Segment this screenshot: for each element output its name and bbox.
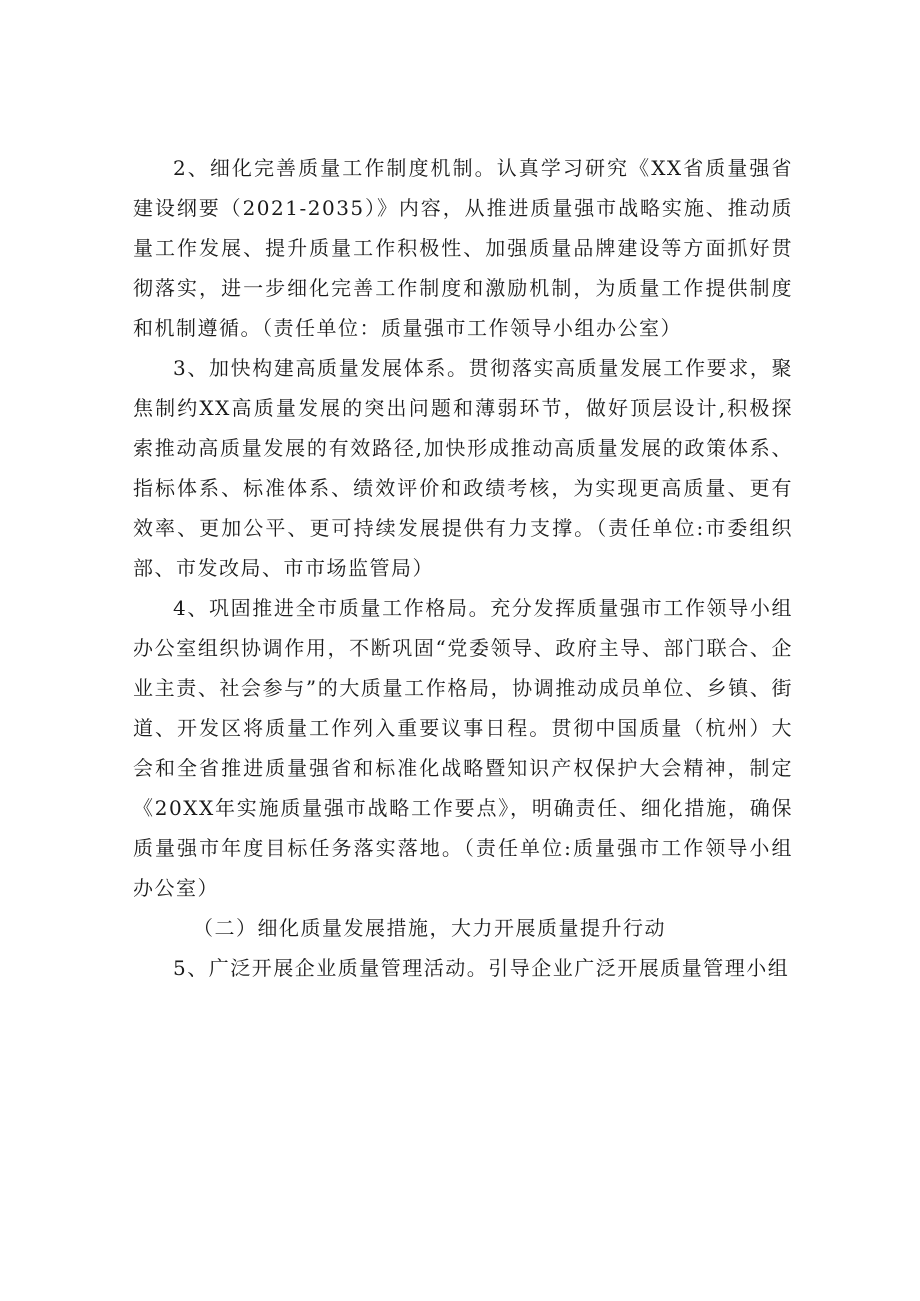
paragraph-item-2: 2、细化完善质量工作制度机制。认真学习研究《XX省质量强省建设纲要（2021-2035）》内容，从推进质量强市战略实施、推动质量工作发展、提升质量工作积极性、加强质量品牌建设等方面抓好贯彻落实，进一步细化完善工作制度和激励机制，为质量工作提供制度和机制遵循。（责任单位：质量强市工作领导小组办公室）	[133, 156, 793, 340]
section-heading: （二）细化质量发展措施，大力开展质量提升行动	[193, 916, 666, 940]
paragraph-item-5: 5、广泛开展企业质量管理活动。引导企业广泛开展质量管理小组	[173, 956, 790, 980]
paragraph-item-3: 3、加快构建高质量发展体系。贯彻落实高质量发展工作要求，聚焦制约XX高质量发展的突出问题和薄弱环节，做好顶层设计,积极探索推动高质量发展的有效路径,加快形成推动高质量发展的政策体系、指标体系、标准体系、绩效评价和政绩考核，为实现更高质量、更有效率、更加公平、更可持续发展提供有力支撑。（责任单位:市委组织部、市发改局、市市场监管局）	[133, 356, 793, 580]
paragraph-item-4: 4、巩固推进全市质量工作格局。充分发挥质量强市工作领导小组办公室组织协调作用，不断巩固“党委领导、政府主导、部门联合、企业主责、社会参与”的大质量工作格局，协调推动成员单位、乡镇、街道、开发区将质量工作列入重要议事日程。贯彻中国质量（杭州）大会和全省推进质量强省和标准化战略暨知识产权保护大会精神，制定《20XX年实施质量强市战略工作要点》，明确责任、细化措施，确保质量强市年度目标任务落实落地。（责任单位:质量强市工作领导小组办公室）	[133, 596, 793, 900]
document-body	[133, 148, 793, 988]
